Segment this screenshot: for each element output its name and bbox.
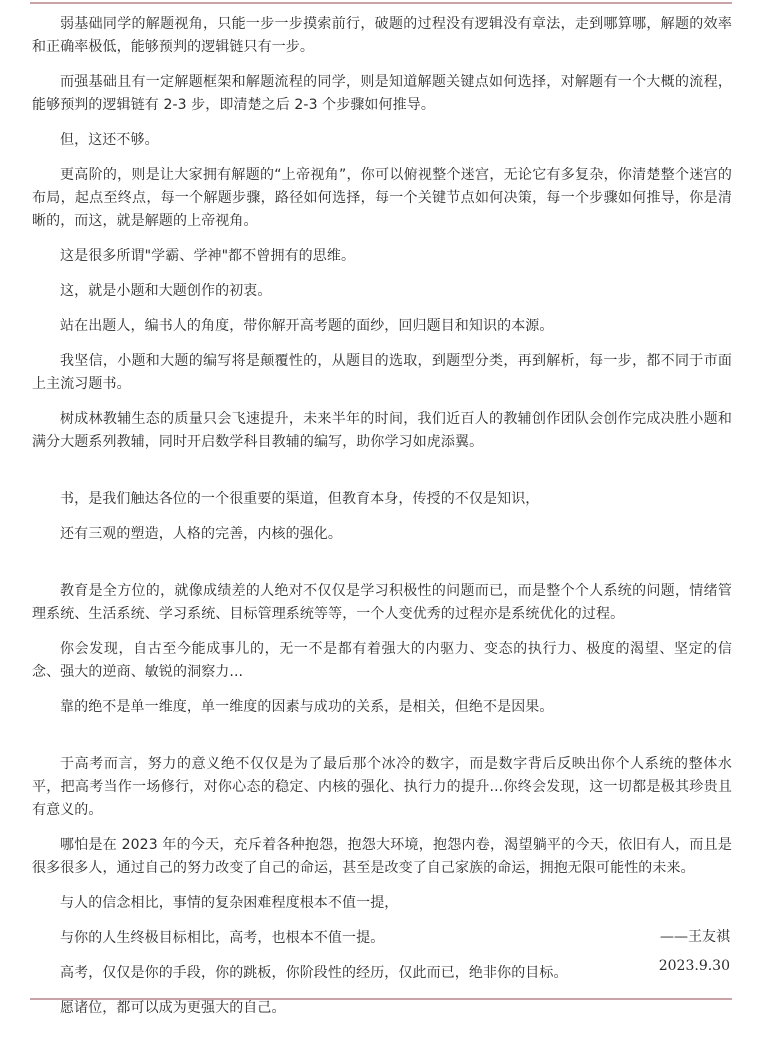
- letter-body: [32, 13, 732, 1020]
- paragraph-examiner-view: 站在出题人，编书人的角度，带你解开高考题的面纱，回归题目和知识的本源。: [60, 318, 554, 334]
- paragraph-faith: 与人的信念相比，事情的复杂困难程度根本不值一提，: [60, 895, 399, 911]
- signature-author: ——王友祺: [660, 929, 730, 945]
- paragraph-ecosystem: 树成林教辅生态的质量只会飞速提升，未来半年的时间，我们近百人的教辅创作团队会创作完成决胜小题和满分大题系列教辅，同时开启数学科目教辅的编写，助你学习如虎添翼。: [32, 411, 732, 450]
- bottom-divider: [30, 998, 732, 1000]
- top-divider: [30, 2, 732, 4]
- paragraph-wish: 愿诸位，都可以成为更强大的自己。: [60, 1000, 286, 1016]
- paragraph-education: 教育是全方位的，就像成绩差的人绝对不仅仅是学习积极性的问题而已，而是整个个人系统的问题，情绪管理系统、生活系统、学习系统、目标管理系统等等，一个人变优秀的过程亦是系统优化的过程。: [32, 583, 732, 622]
- paragraph-success-traits: 你会发现，自古至今能成事儿的，无一不是都有着强大的内驱力、变态的执行力、极度的渴望、坚定的信念、强大的逆商、敏锐的洞察力...: [32, 641, 732, 680]
- paragraph-belief: 我坚信，小题和大题的编写将是颠覆性的，从题目的选取，到题型分类，再到解析，每一步，都不同于市面上主流习题书。: [32, 353, 732, 392]
- paragraph-original-intent: 这，就是小题和大题创作的初衷。: [60, 283, 272, 299]
- paragraph-strong-foundation: 而强基础且有一定解题框架和解题流程的同学，则是知道解题关键点如何选择，对解题有一个大概的流程，能够预判的逻辑链有 2-3 步，即清楚之后 2-3 个步骤如何推导。: [32, 74, 732, 113]
- signature-date: 2023.9.30: [658, 958, 730, 974]
- paragraph-gods-view: 更高阶的，则是让大家拥有解题的“上帝视角”，你可以俯视整个迷宫，无论它有多复杂，你清楚整个迷宫的布局，起点至终点，每一个解题步骤，路径如何选择，每一个关键节点如何决策，每一个步骤如何推导，你是清晰的，而这，就是解题的上帝视角。: [32, 167, 732, 229]
- paragraph-values: 还有三观的塑造，人格的完善，内核的强化。: [60, 526, 342, 542]
- paragraph-top-students: 这是很多所谓"学霸、学神"都不曾拥有的思维。: [60, 248, 356, 264]
- paragraph-ultimate-goal: 与你的人生终极目标相比，高考，也根本不值一提。: [60, 930, 385, 946]
- paragraph-books-channel: 书，是我们触达各位的一个很重要的渠道，但教育本身，传授的不仅是知识，: [60, 491, 540, 507]
- paragraph-not-enough: 但，这还不够。: [60, 132, 159, 148]
- paragraph-gaokao-meaning: 于高考而言，努力的意义绝不仅仅是为了最后那个冰冷的数字，而是数字背后反映出你个人系统的整体水平，把高考当作一场修行，对你心态的稳定、内核的强化、执行力的提升...你终会发现，这一切都是极其珍贵且有意义的。: [32, 756, 732, 818]
- paragraph-weak-foundation: 弱基础同学的解题视角，只能一步一步摸索前行，破题的过程没有逻辑没有章法，走到哪算哪，解题的效率和正确率极低，能够预判的逻辑链只有一步。: [32, 16, 732, 55]
- paragraph-correlation: 靠的绝不是单一维度，单一维度的因素与成功的关系，是相关，但绝不是因果。: [60, 699, 554, 715]
- paragraph-2023: 哪怕是在 2023 年的今天，充斥着各种抱怨，抱怨大环境，抱怨内卷，渴望躺平的今天，依旧有人，而且是很多很多人，通过自己的努力改变了自己的命运，甚至是改变了自己家族的命运，拥抱无限可能性的未来。: [32, 837, 732, 876]
- paragraph-means: 高考，仅仅是你的手段，你的跳板，你阶段性的经历，仅此而已，绝非你的目标。: [60, 965, 568, 981]
